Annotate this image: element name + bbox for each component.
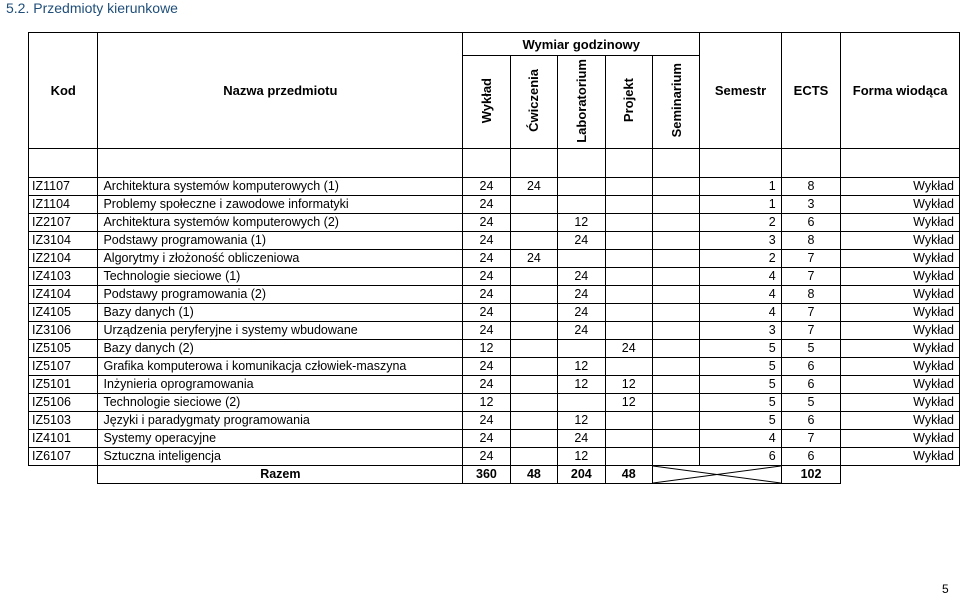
table-row — [29, 412, 960, 430]
cell-cwiczenia — [510, 358, 557, 376]
cell-cwiczenia — [510, 214, 557, 232]
cell-semestr: 5 — [700, 412, 781, 430]
cell-nazwa: Urządzenia peryferyjne i systemy wbudowane — [98, 322, 463, 340]
cell-nazwa: Architektura systemów komputerowych (1) — [98, 178, 463, 196]
cell-kod: IZ5105 — [29, 340, 98, 358]
cell-forma: Wykład — [841, 304, 960, 322]
cell-kod: IZ4101 — [29, 430, 98, 448]
cell-semestr: 4 — [700, 268, 781, 286]
cell-ects: 8 — [781, 232, 841, 250]
cell-ects: 6 — [781, 376, 841, 394]
cell-laboratorium: 12 — [558, 448, 605, 466]
cell-laboratorium: 24 — [558, 430, 605, 448]
cell-cwiczenia — [510, 376, 557, 394]
table-row — [29, 250, 960, 268]
cell-kod: IZ6107 — [29, 448, 98, 466]
cell-forma: Wykład — [841, 322, 960, 340]
cell-semestr: 4 — [700, 286, 781, 304]
header-ects: ECTS — [781, 33, 841, 149]
cell-semestr: 5 — [700, 376, 781, 394]
table-row — [29, 376, 960, 394]
cell-seminarium — [652, 322, 699, 340]
cell-seminarium — [652, 178, 699, 196]
cell-wyklad: 12 — [463, 340, 510, 358]
cell-seminarium — [652, 214, 699, 232]
total-ects: 102 — [781, 466, 841, 484]
table-row — [29, 394, 960, 412]
cell-projekt — [605, 286, 652, 304]
cell-ects: 7 — [781, 304, 841, 322]
cell-cwiczenia: 24 — [510, 250, 557, 268]
cell-projekt — [605, 178, 652, 196]
cell-laboratorium — [558, 340, 605, 358]
cell-forma: Wykład — [841, 412, 960, 430]
cell-seminarium — [652, 358, 699, 376]
cell-forma: Wykład — [841, 232, 960, 250]
cell-forma: Wykład — [841, 430, 960, 448]
cell-semestr: 5 — [700, 358, 781, 376]
cell-kod: IZ3106 — [29, 322, 98, 340]
header-gap-row — [29, 149, 960, 178]
cell-laboratorium — [558, 394, 605, 412]
header-cwiczenia: Ćwiczenia — [510, 56, 557, 149]
cell-ects: 3 — [781, 196, 841, 214]
table-row — [29, 322, 960, 340]
cell-seminarium — [652, 232, 699, 250]
cell-laboratorium — [558, 250, 605, 268]
cell-wyklad: 24 — [463, 430, 510, 448]
cell-laboratorium: 12 — [558, 214, 605, 232]
cell-kod: IZ2104 — [29, 250, 98, 268]
cell-projekt — [605, 304, 652, 322]
cell-ects: 6 — [781, 358, 841, 376]
header-wymiar: Wymiar godzinowy — [463, 33, 700, 56]
cell-forma: Wykład — [841, 178, 960, 196]
cell-cwiczenia — [510, 268, 557, 286]
cell-ects: 5 — [781, 340, 841, 358]
cell-kod: IZ3104 — [29, 232, 98, 250]
cell-semestr: 4 — [700, 430, 781, 448]
cell-laboratorium: 12 — [558, 358, 605, 376]
cell-ects: 6 — [781, 448, 841, 466]
cell-semestr: 2 — [700, 250, 781, 268]
header-semestr: Semestr — [700, 33, 781, 149]
cell-semestr: 3 — [700, 232, 781, 250]
cell-wyklad: 24 — [463, 196, 510, 214]
cell-nazwa: Systemy operacyjne — [98, 430, 463, 448]
total-cwiczenia: 48 — [510, 466, 557, 484]
cell-nazwa: Problemy społeczne i zawodowe informatyki — [98, 196, 463, 214]
total-crossed-cell — [652, 466, 781, 484]
cell-cwiczenia — [510, 448, 557, 466]
cell-projekt — [605, 232, 652, 250]
cell-seminarium — [652, 286, 699, 304]
cell-cwiczenia — [510, 286, 557, 304]
table-row — [29, 286, 960, 304]
cell-kod: IZ5106 — [29, 394, 98, 412]
cell-projekt: 12 — [605, 376, 652, 394]
cell-forma: Wykład — [841, 268, 960, 286]
cell-seminarium — [652, 412, 699, 430]
cell-ects: 8 — [781, 178, 841, 196]
cell-wyklad: 24 — [463, 322, 510, 340]
header-seminarium: Seminarium — [652, 56, 699, 149]
cell-seminarium — [652, 268, 699, 286]
header-laboratorium: Laboratorium — [558, 56, 605, 149]
cell-nazwa: Technologie sieciowe (2) — [98, 394, 463, 412]
cell-seminarium — [652, 448, 699, 466]
cell-ects: 5 — [781, 394, 841, 412]
table-row — [29, 232, 960, 250]
cell-ects: 7 — [781, 430, 841, 448]
cell-wyklad: 24 — [463, 178, 510, 196]
total-label: Razem — [98, 466, 463, 484]
table-body — [29, 178, 960, 466]
cell-projekt — [605, 268, 652, 286]
table-row — [29, 214, 960, 232]
cell-seminarium — [652, 376, 699, 394]
cell-cwiczenia — [510, 340, 557, 358]
cell-wyklad: 24 — [463, 286, 510, 304]
cell-wyklad: 24 — [463, 412, 510, 430]
cell-seminarium — [652, 196, 699, 214]
cell-nazwa: Podstawy programowania (1) — [98, 232, 463, 250]
cell-laboratorium — [558, 196, 605, 214]
cell-nazwa: Grafika komputerowa i komunikacja człowiek-maszyna — [98, 358, 463, 376]
cell-nazwa: Bazy danych (1) — [98, 304, 463, 322]
cell-cwiczenia — [510, 430, 557, 448]
total-wyklad: 360 — [463, 466, 510, 484]
table-row — [29, 268, 960, 286]
cell-kod: IZ5103 — [29, 412, 98, 430]
cell-projekt: 12 — [605, 394, 652, 412]
table-row — [29, 448, 960, 466]
cell-kod: IZ4104 — [29, 286, 98, 304]
cell-cwiczenia — [510, 412, 557, 430]
cell-seminarium — [652, 250, 699, 268]
table-row — [29, 358, 960, 376]
cell-forma: Wykład — [841, 250, 960, 268]
cell-nazwa: Algorytmy i złożoność obliczeniowa — [98, 250, 463, 268]
cell-kod: IZ2107 — [29, 214, 98, 232]
cell-laboratorium: 24 — [558, 304, 605, 322]
total-laboratorium: 204 — [558, 466, 605, 484]
cell-forma: Wykład — [841, 358, 960, 376]
cell-seminarium — [652, 340, 699, 358]
cell-ects: 7 — [781, 268, 841, 286]
cell-wyklad: 24 — [463, 376, 510, 394]
cell-laboratorium: 24 — [558, 322, 605, 340]
cell-projekt — [605, 322, 652, 340]
cell-kod: IZ1107 — [29, 178, 98, 196]
header-forma: Forma wiodąca — [841, 33, 960, 149]
cell-ects: 6 — [781, 214, 841, 232]
cell-wyklad: 24 — [463, 232, 510, 250]
cell-wyklad: 24 — [463, 448, 510, 466]
cell-nazwa: Podstawy programowania (2) — [98, 286, 463, 304]
header-projekt: Projekt — [605, 56, 652, 149]
cell-laboratorium: 24 — [558, 286, 605, 304]
cell-cwiczenia — [510, 322, 557, 340]
cell-laboratorium — [558, 178, 605, 196]
cell-kod: IZ5107 — [29, 358, 98, 376]
cell-semestr: 1 — [700, 196, 781, 214]
cell-semestr: 1 — [700, 178, 781, 196]
cell-wyklad: 24 — [463, 214, 510, 232]
cell-semestr: 4 — [700, 304, 781, 322]
cell-projekt: 24 — [605, 340, 652, 358]
cell-laboratorium: 12 — [558, 376, 605, 394]
table-row — [29, 196, 960, 214]
cell-nazwa: Sztuczna inteligencja — [98, 448, 463, 466]
cell-nazwa: Architektura systemów komputerowych (2) — [98, 214, 463, 232]
cell-laboratorium: 24 — [558, 232, 605, 250]
cell-wyklad: 24 — [463, 358, 510, 376]
cell-wyklad: 24 — [463, 250, 510, 268]
cell-semestr: 6 — [700, 448, 781, 466]
cell-cwiczenia — [510, 232, 557, 250]
table-row — [29, 178, 960, 196]
cell-projekt — [605, 250, 652, 268]
cell-seminarium — [652, 394, 699, 412]
cell-projekt — [605, 214, 652, 232]
cell-cwiczenia — [510, 304, 557, 322]
cell-projekt — [605, 430, 652, 448]
cell-forma: Wykład — [841, 376, 960, 394]
cell-projekt — [605, 412, 652, 430]
cell-semestr: 5 — [700, 394, 781, 412]
cell-wyklad: 12 — [463, 394, 510, 412]
cell-forma: Wykład — [841, 394, 960, 412]
cell-ects: 8 — [781, 286, 841, 304]
header-kod: Kod — [29, 33, 98, 149]
cell-projekt — [605, 448, 652, 466]
cell-nazwa: Inżynieria oprogramowania — [98, 376, 463, 394]
cell-nazwa: Technologie sieciowe (1) — [98, 268, 463, 286]
cell-laboratorium: 24 — [558, 268, 605, 286]
cell-forma: Wykład — [841, 196, 960, 214]
total-row — [29, 466, 960, 484]
cell-forma: Wykład — [841, 286, 960, 304]
cell-seminarium — [652, 430, 699, 448]
cell-kod: IZ4105 — [29, 304, 98, 322]
cell-wyklad: 24 — [463, 304, 510, 322]
cell-projekt — [605, 196, 652, 214]
cell-nazwa: Bazy danych (2) — [98, 340, 463, 358]
table-row — [29, 430, 960, 448]
cell-forma: Wykład — [841, 214, 960, 232]
cell-laboratorium: 12 — [558, 412, 605, 430]
cell-wyklad: 24 — [463, 268, 510, 286]
table-row — [29, 340, 960, 358]
cell-cwiczenia — [510, 196, 557, 214]
page-number: 5 — [942, 582, 949, 596]
cell-cwiczenia — [510, 394, 557, 412]
total-projekt: 48 — [605, 466, 652, 484]
cell-cwiczenia: 24 — [510, 178, 557, 196]
cell-forma: Wykład — [841, 448, 960, 466]
cell-semestr: 3 — [700, 322, 781, 340]
table-row — [29, 304, 960, 322]
cell-kod: IZ1104 — [29, 196, 98, 214]
section-heading: 5.2. Przedmioty kierunkowe — [6, 0, 178, 16]
cell-nazwa: Języki i paradygmaty programowania — [98, 412, 463, 430]
cell-seminarium — [652, 304, 699, 322]
cell-semestr: 5 — [700, 340, 781, 358]
cell-kod: IZ5101 — [29, 376, 98, 394]
header-wyklad: Wykład — [463, 56, 510, 149]
cell-ects: 6 — [781, 412, 841, 430]
cell-kod: IZ4103 — [29, 268, 98, 286]
cell-ects: 7 — [781, 250, 841, 268]
cell-projekt — [605, 358, 652, 376]
cell-forma: Wykład — [841, 340, 960, 358]
cell-semestr: 2 — [700, 214, 781, 232]
subjects-table — [28, 32, 960, 484]
header-nazwa: Nazwa przedmiotu — [98, 33, 463, 149]
cell-ects: 7 — [781, 322, 841, 340]
